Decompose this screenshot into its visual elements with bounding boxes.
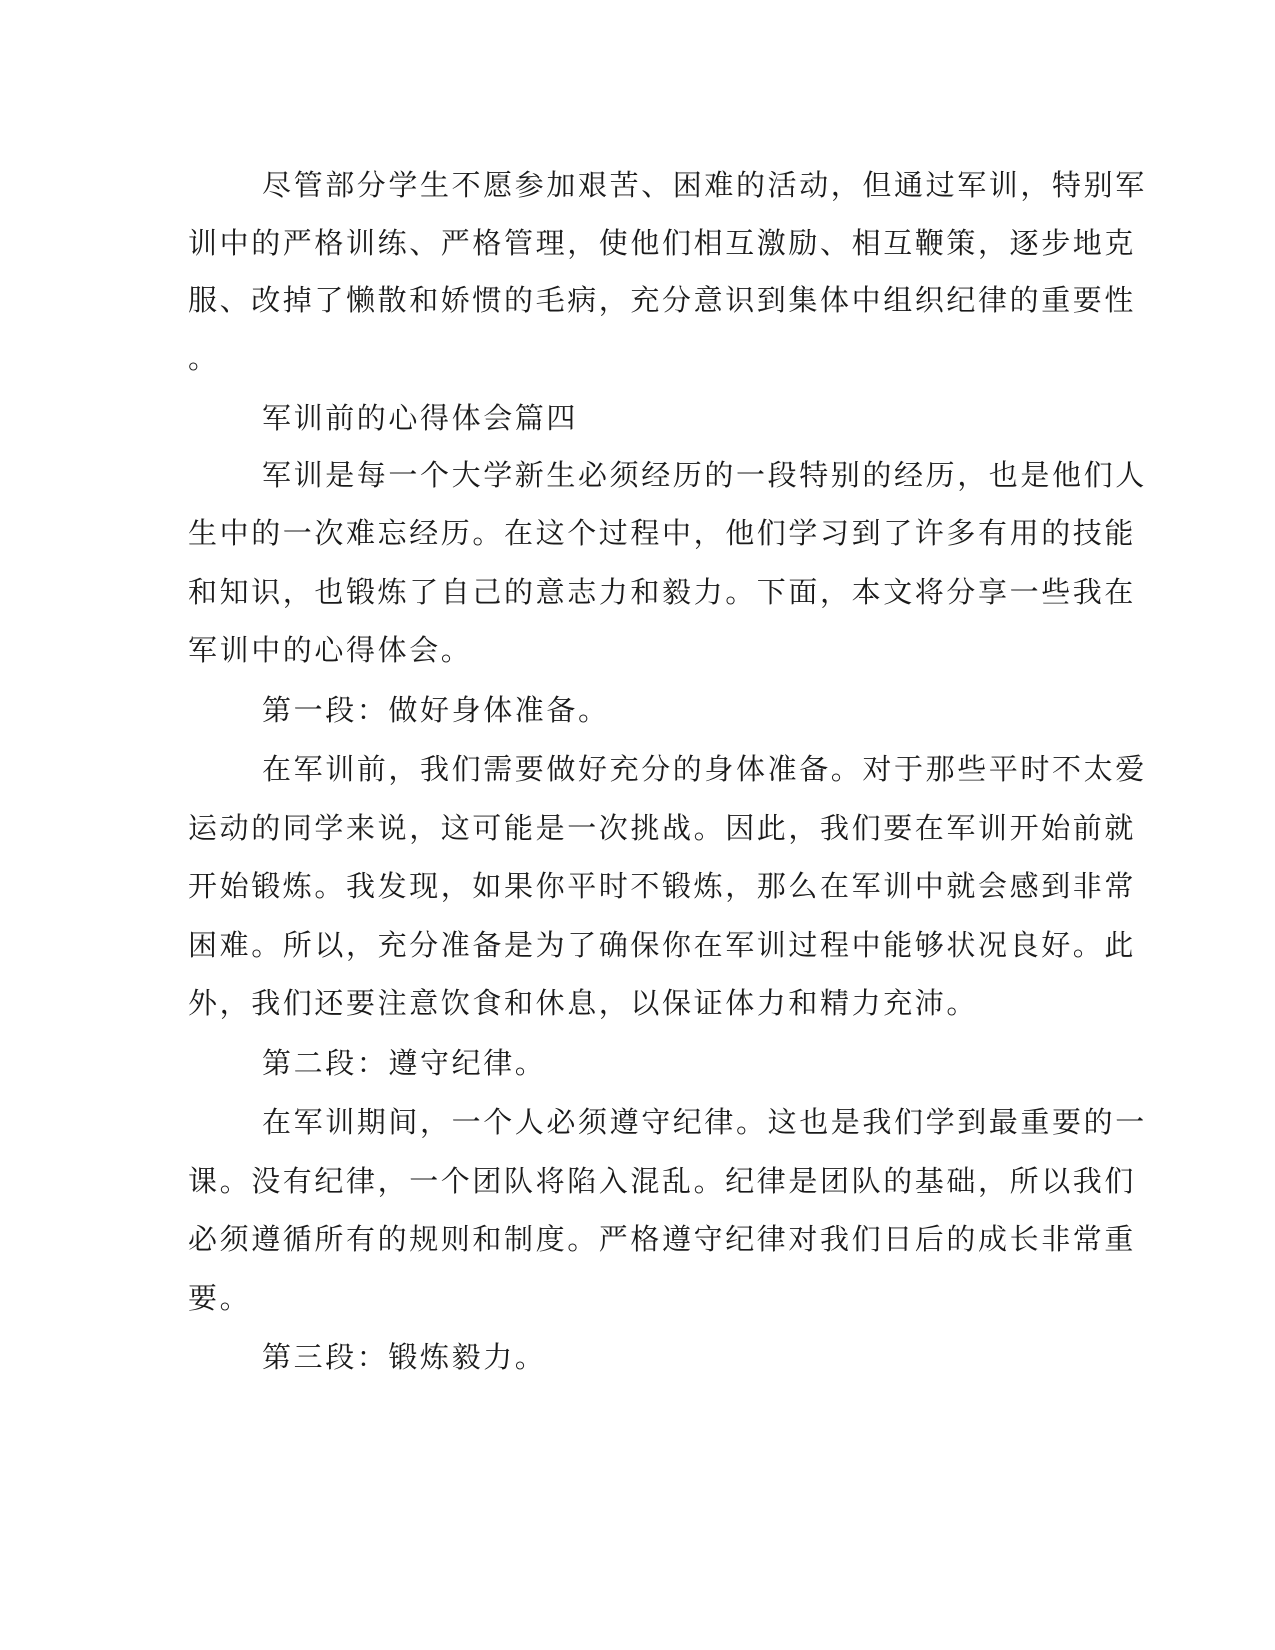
paragraph-line: 外，我们还要注意饮食和休息，以保证体力和精力充沛。: [188, 986, 979, 1020]
paragraph-line: 运动的同学来说，这可能是一次挑战。因此，我们要在军训开始前就: [188, 811, 1137, 845]
subsection-heading: 第一段：做好身体准备。: [262, 693, 610, 727]
paragraph-line: 和知识，也锻炼了自己的意志力和毅力。下面，本文将分享一些我在: [188, 575, 1137, 609]
paragraph-line: 。: [188, 341, 220, 375]
paragraph-line: 在军训期间，一个人必须遵守纪律。这也是我们学到最重要的一: [262, 1105, 1147, 1139]
paragraph-line: 困难。所以，充分准备是为了确保你在军训过程中能够状况良好。此: [188, 928, 1137, 962]
paragraph-line: 军训是每一个大学新生必须经历的一段特别的经历，也是他们人: [262, 458, 1147, 492]
subsection-heading: 第三段：锻炼毅力。: [262, 1340, 547, 1374]
paragraph-line: 必须遵循所有的规则和制度。严格遵守纪律对我们日后的成长非常重: [188, 1222, 1137, 1256]
paragraph-line: 生中的一次难忘经历。在这个过程中，他们学习到了许多有用的技能: [188, 516, 1137, 550]
paragraph-line: 在军训前，我们需要做好充分的身体准备。对于那些平时不太爱: [262, 752, 1147, 786]
paragraph-line: 要。: [188, 1281, 252, 1315]
paragraph-line: 服、改掉了懒散和娇惯的毛病，充分意识到集体中组织纪律的重要性: [188, 283, 1137, 317]
section-heading: 军训前的心得体会篇四: [262, 401, 579, 435]
paragraph-line: 训中的严格训练、严格管理，使他们相互激励、相互鞭策，逐步地克: [188, 226, 1137, 260]
paragraph-line: 尽管部分学生不愿参加艰苦、困难的活动，但通过军训，特别军: [262, 168, 1147, 202]
paragraph-line: 军训中的心得体会。: [188, 633, 473, 667]
subsection-heading: 第二段：遵守纪律。: [262, 1046, 547, 1080]
paragraph-line: 开始锻炼。我发现，如果你平时不锻炼，那么在军训中就会感到非常: [188, 869, 1137, 903]
paragraph-line: 课。没有纪律，一个团队将陷入混乱。纪律是团队的基础，所以我们: [188, 1164, 1137, 1198]
